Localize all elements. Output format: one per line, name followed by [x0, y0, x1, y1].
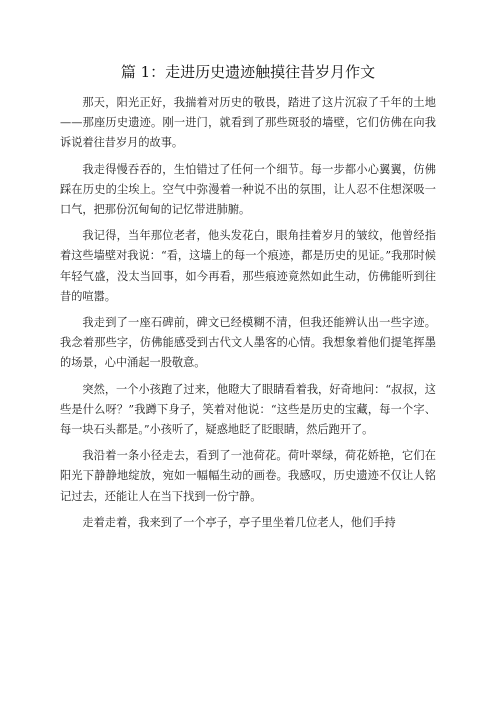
paragraph: 突然，一个小孩跑了过来，他瞪大了眼睛看着我，好奇地问：“叔叔，这些是什么呀？”我蹲下身子，笑着对他说：“这些是历史的宝藏，每一个字、每一块石头都是。”小孩听了，疑惑地眨了眨眼睛，然后跑开了。: [60, 382, 436, 437]
paragraph: 那天，阳光正好，我揣着对历史的敬畏，踏进了这片沉寂了千年的土地——那座历史遗迹。刚一进门，就看到了那些斑驳的墙壁，它们仿佛在向我诉说着往昔岁月的故事。: [60, 96, 436, 150]
paragraph: 走着走着，我来到了一个亭子，亭子里坐着几位老人，他们手持: [82, 515, 396, 529]
paragraph: 我走到了一座石碑前，碑文已经模糊不清，但我还能辨认出一些字迹。我念着那些字，仿佛能感受到古代文人墨客的心情。我想象着他们提笔挥墨的场景，心中涌起一股敬意。: [60, 316, 436, 370]
paragraph: 我记得，当年那位老者，他头发花白，眼角挂着岁月的皱纹，他曾经指着这些墙壁对我说：“看，这墙上的每一个痕迹，都是历史的见证。”我那时候年轻气盛，没太当回事，如今再看，那些痕迹竟然如此生动，仿佛能听到往昔的喧嚣。: [60, 229, 436, 303]
paragraph: 我沿着一条小径走去，看到了一池荷花。荷叶翠绿，荷花娇艳，它们在阳光下静静地绽放，宛如一幅幅生动的画卷。我感叹，历史遗迹不仅让人铭记过去，还能让人在当下找到一份宁静。: [60, 449, 436, 503]
essay-body: [60, 93, 436, 539]
essay-title: 篇 1：走进历史遗迹触摸往昔岁月作文: [120, 63, 376, 81]
paragraph: 我走得慢吞吞的，生怕错过了任何一个细节。每一步都小心翼翼，仿佛踩在历史的尘埃上。空气中弥漫着一种说不出的氛围，让人忍不住想深吸一口气，把那份沉甸甸的记忆带进肺腑。: [60, 162, 436, 217]
